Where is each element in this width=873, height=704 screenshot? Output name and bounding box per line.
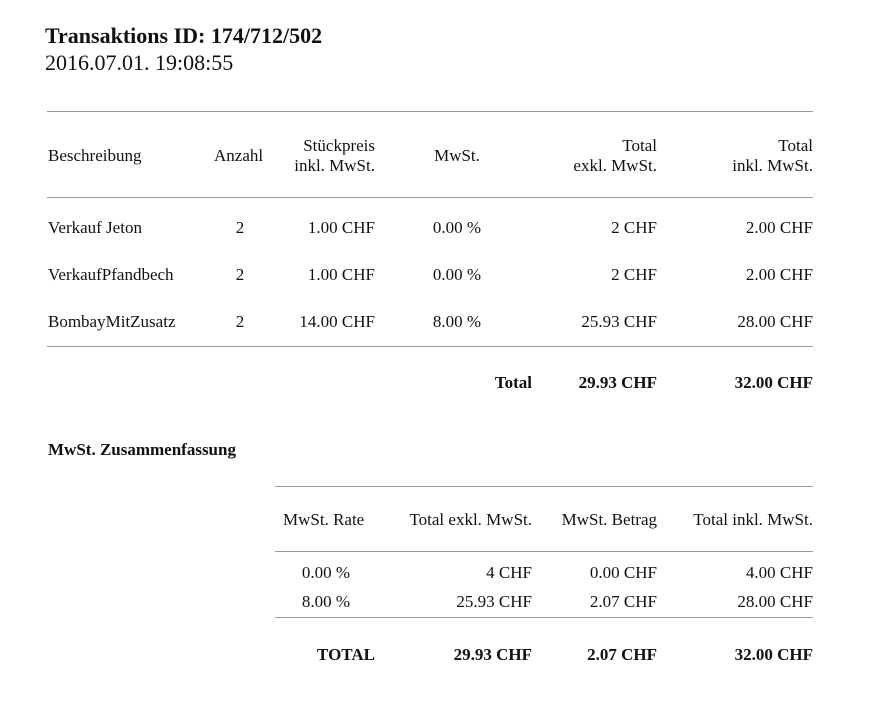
vat-row-total-incl: 28.00 CHF: [737, 592, 813, 611]
item-description: Verkauf Jeton: [48, 218, 142, 237]
item-vat: 0.00 %: [432, 265, 481, 284]
items-table-bottom-rule: [47, 346, 813, 347]
vat-col-header-vat-amount: MwSt. Betrag: [561, 510, 657, 529]
vat-row-total-incl: 4.00 CHF: [745, 563, 813, 582]
col-header-vat: MwSt.: [434, 146, 480, 165]
item-description: BombayMitZusatz: [48, 312, 176, 331]
vat-col-header-rate: MwSt. Rate: [283, 510, 365, 529]
vat-summary-top-rule: [275, 486, 813, 487]
item-total-incl: 28.00 CHF: [737, 312, 813, 331]
vat-row-total-excl: 25.93 CHF: [456, 592, 532, 611]
vat-summary-title: MwSt. Zusammenfassung: [48, 440, 236, 459]
col-header-description: Beschreibung: [48, 146, 142, 165]
vat-row-rate: 0.00 %: [301, 563, 350, 582]
item-total-excl: 2 CHF: [611, 218, 657, 237]
item-quantity: 2: [235, 218, 245, 237]
vat-summary-header-rule: [275, 551, 813, 552]
col-header-unit-price-line1: Stückpreis: [303, 136, 375, 155]
item-total-incl: 2.00 CHF: [745, 265, 813, 284]
vat-total-label: TOTAL: [317, 645, 375, 664]
vat-row-vat-amount: 0.00 CHF: [589, 563, 657, 582]
item-total-excl: 25.93 CHF: [581, 312, 657, 331]
item-unit-price: 1.00 CHF: [307, 218, 375, 237]
col-header-total-excl-line1: Total: [622, 136, 657, 155]
vat-row-rate: 8.00 %: [301, 592, 350, 611]
col-header-total-incl-line2: inkl. MwSt.: [732, 156, 813, 175]
col-header-unit-price-line2: inkl. MwSt.: [294, 156, 375, 175]
item-vat: 8.00 %: [432, 312, 481, 331]
item-unit-price: 1.00 CHF: [307, 265, 375, 284]
item-unit-price: 14.00 CHF: [299, 312, 375, 331]
col-header-total-incl-line1: Total: [778, 136, 813, 155]
transaction-title: Transaktions ID: 174/712/502: [45, 23, 323, 48]
vat-row-total-excl: 4 CHF: [486, 563, 532, 582]
vat-col-header-total-excl: Total exkl. MwSt.: [409, 510, 532, 529]
items-total-excl: 29.93 CHF: [578, 373, 657, 392]
items-table-header-rule: [47, 197, 813, 198]
transaction-datetime: 2016.07.01. 19:08:55: [45, 50, 234, 75]
vat-col-header-total-incl: Total inkl. MwSt.: [693, 510, 813, 529]
vat-row-vat-amount: 2.07 CHF: [589, 592, 657, 611]
col-header-total-excl-line2: exkl. MwSt.: [573, 156, 657, 175]
items-table-top-rule: [47, 111, 813, 112]
vat-total-vat-amount: 2.07 CHF: [587, 645, 657, 664]
items-total-incl: 32.00 CHF: [734, 373, 813, 392]
col-header-quantity: Anzahl: [214, 146, 264, 165]
vat-total-incl: 32.00 CHF: [734, 645, 813, 664]
item-quantity: 2: [235, 265, 245, 284]
vat-summary-bottom-rule: [275, 617, 813, 618]
item-vat: 0.00 %: [432, 218, 481, 237]
item-quantity: 2: [235, 312, 245, 331]
item-description: VerkaufPfandbech: [48, 265, 174, 284]
item-total-incl: 2.00 CHF: [745, 218, 813, 237]
item-total-excl: 2 CHF: [611, 265, 657, 284]
vat-total-excl: 29.93 CHF: [453, 645, 532, 664]
items-total-label: Total: [494, 373, 532, 392]
